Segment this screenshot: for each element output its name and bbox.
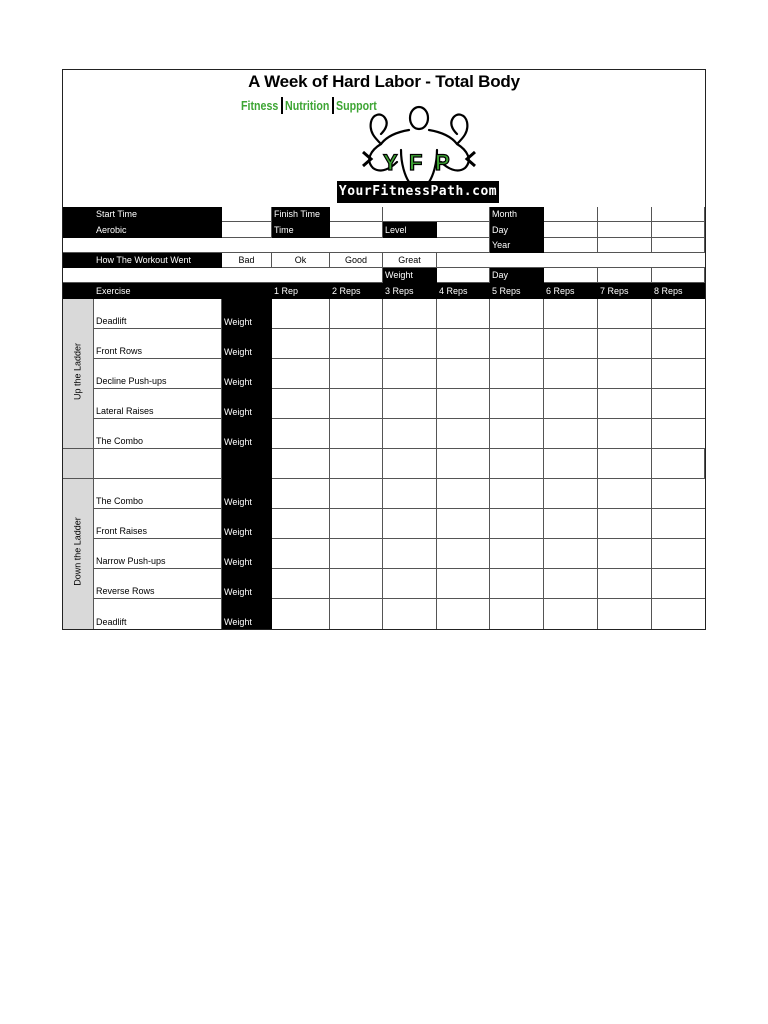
day-label: Day — [490, 268, 544, 283]
weight-label: Weight — [222, 539, 272, 569]
rep-cell[interactable] — [437, 539, 490, 569]
rep-cell[interactable] — [652, 569, 705, 599]
rep-cell[interactable] — [272, 299, 330, 329]
rep-cell[interactable] — [383, 509, 437, 539]
rep-cell[interactable] — [652, 419, 705, 449]
month-field[interactable] — [652, 207, 705, 222]
time-label: Time — [272, 222, 330, 238]
day-field[interactable] — [652, 222, 705, 238]
weight-label: Weight — [222, 419, 272, 449]
aerobic-field[interactable] — [222, 222, 272, 238]
label-fill — [63, 222, 94, 238]
rep-cell[interactable] — [272, 539, 330, 569]
rep-cell[interactable] — [544, 299, 598, 329]
header-fill — [222, 283, 272, 299]
exercise-name: Deadlift — [94, 299, 222, 329]
rep-cell[interactable] — [272, 569, 330, 599]
brand-logo — [235, 92, 531, 204]
weight-field[interactable] — [437, 268, 490, 283]
rep-cell[interactable] — [544, 419, 598, 449]
rep-cell[interactable] — [383, 599, 437, 629]
rep-cell[interactable] — [598, 569, 652, 599]
time-field[interactable] — [330, 222, 383, 238]
rep-cell[interactable] — [598, 509, 652, 539]
rep-cell[interactable] — [330, 539, 383, 569]
rep-cell[interactable] — [652, 329, 705, 359]
rep-cell[interactable] — [490, 359, 544, 389]
rep-cell[interactable] — [330, 479, 383, 509]
logo-monogram-p: P — [435, 150, 450, 175]
rep-cell[interactable] — [272, 449, 330, 479]
rep-cell[interactable] — [437, 329, 490, 359]
finish-time-field[interactable] — [330, 207, 383, 222]
rep-cell[interactable] — [490, 329, 544, 359]
rep-header: 6 Reps — [544, 283, 598, 299]
rep-cell[interactable] — [652, 599, 705, 629]
rep-cell[interactable] — [383, 539, 437, 569]
rep-cell[interactable] — [490, 479, 544, 509]
rep-cell[interactable] — [330, 509, 383, 539]
blank-row — [63, 268, 383, 283]
rep-cell[interactable] — [330, 389, 383, 419]
rep-cell[interactable] — [598, 479, 652, 509]
rep-cell[interactable] — [598, 359, 652, 389]
exercise-name: Deadlift — [94, 599, 222, 629]
rep-cell[interactable] — [652, 449, 705, 479]
logo-divider — [332, 97, 334, 114]
rep-cell[interactable] — [437, 359, 490, 389]
rep-cell[interactable] — [490, 389, 544, 419]
header-fill — [63, 283, 94, 299]
rep-header: 1 Rep — [272, 283, 330, 299]
year-field[interactable] — [544, 238, 598, 253]
rep-header: 5 Reps — [490, 283, 544, 299]
rep-header: 3 Reps — [383, 283, 437, 299]
year-label: Year — [490, 238, 544, 253]
rep-cell[interactable] — [598, 419, 652, 449]
section-label-cell — [63, 299, 94, 449]
exercise-name: Front Raises — [94, 509, 222, 539]
start-time-label: Start Time — [94, 207, 222, 222]
spacer-cell — [94, 449, 222, 479]
weight-label: Weight — [222, 329, 272, 359]
rep-cell[interactable] — [383, 359, 437, 389]
rep-cell[interactable] — [544, 389, 598, 419]
rep-cell[interactable] — [490, 569, 544, 599]
rep-cell[interactable] — [437, 599, 490, 629]
day-field[interactable] — [544, 268, 598, 283]
rep-cell[interactable] — [544, 359, 598, 389]
month-field[interactable] — [598, 207, 652, 222]
logo-tag-fitness: Fitness — [241, 98, 279, 113]
sheet-header — [63, 70, 705, 207]
logo-tag-nutrition: Nutrition — [285, 98, 330, 113]
rep-header: 2 Reps — [330, 283, 383, 299]
aerobic-label: Aerobic — [94, 222, 222, 238]
logo-divider — [281, 97, 283, 114]
rep-cell[interactable] — [598, 449, 652, 479]
rep-cell[interactable] — [383, 329, 437, 359]
day-field[interactable] — [652, 268, 705, 283]
rep-cell[interactable] — [272, 359, 330, 389]
rep-cell[interactable] — [490, 449, 544, 479]
rep-cell[interactable] — [330, 599, 383, 629]
exercise-name: Decline Push-ups — [94, 359, 222, 389]
start-time-field[interactable] — [222, 207, 272, 222]
rep-cell[interactable] — [490, 509, 544, 539]
rep-cell[interactable] — [490, 539, 544, 569]
day-label: Day — [490, 222, 544, 238]
exercise-name: Front Rows — [94, 329, 222, 359]
label-fill — [63, 253, 94, 268]
spacer-weight-cell — [222, 449, 272, 479]
rep-cell[interactable] — [330, 449, 383, 479]
rep-cell[interactable] — [272, 389, 330, 419]
rep-cell[interactable] — [544, 509, 598, 539]
day-field[interactable] — [544, 222, 598, 238]
weight-label: Weight — [222, 479, 272, 509]
rep-cell[interactable] — [272, 509, 330, 539]
rep-cell[interactable] — [383, 419, 437, 449]
day-field[interactable] — [598, 268, 652, 283]
rep-header: 8 Reps — [652, 283, 705, 299]
rating-ok[interactable]: Ok — [272, 253, 330, 268]
exercise-name: The Combo — [94, 479, 222, 509]
rep-cell[interactable] — [330, 359, 383, 389]
day-field[interactable] — [598, 222, 652, 238]
rep-cell[interactable] — [437, 569, 490, 599]
rep-header: 4 Reps — [437, 283, 490, 299]
section-label-cell — [63, 479, 94, 629]
logo-url: YourFitnessPath.com — [337, 181, 499, 203]
rep-cell[interactable] — [490, 299, 544, 329]
workout-went-label: How The Workout Went — [94, 253, 222, 268]
rep-cell[interactable] — [598, 329, 652, 359]
exercise-name: Lateral Raises — [94, 389, 222, 419]
page-title: A Week of Hard Labor - Total Body — [248, 72, 520, 91]
weight-label: Weight — [222, 359, 272, 389]
exercise-name: Narrow Push-ups — [94, 539, 222, 569]
rep-cell[interactable] — [437, 509, 490, 539]
logo-monogram-f: F — [409, 150, 423, 175]
exercise-name: The Combo — [94, 419, 222, 449]
section-label-up: Up the Ladder — [72, 342, 83, 401]
rep-cell[interactable] — [652, 539, 705, 569]
rep-cell[interactable] — [272, 599, 330, 629]
rep-cell[interactable] — [598, 599, 652, 629]
rating-bad[interactable]: Bad — [222, 253, 272, 268]
weight-label: Weight — [222, 509, 272, 539]
rep-cell[interactable] — [652, 389, 705, 419]
level-field[interactable] — [437, 222, 490, 238]
label-fill — [63, 207, 94, 222]
logo-monogram-y: Y — [383, 150, 398, 175]
weight-label: Weight — [222, 299, 272, 329]
weight-label: Weight — [222, 569, 272, 599]
rep-cell[interactable] — [383, 569, 437, 599]
rep-cell[interactable] — [544, 479, 598, 509]
rep-cell[interactable] — [437, 389, 490, 419]
rep-cell[interactable] — [272, 419, 330, 449]
rep-cell[interactable] — [330, 419, 383, 449]
rep-cell[interactable] — [544, 449, 598, 479]
rep-cell[interactable] — [272, 329, 330, 359]
rep-cell[interactable] — [490, 419, 544, 449]
rep-cell[interactable] — [383, 479, 437, 509]
rep-cell[interactable] — [383, 299, 437, 329]
level-label: Level — [383, 222, 437, 238]
rep-cell[interactable] — [598, 389, 652, 419]
section-label-down: Down the Ladder — [72, 517, 83, 586]
month-label: Month — [490, 207, 544, 222]
rep-cell[interactable] — [383, 389, 437, 419]
rep-cell[interactable] — [330, 329, 383, 359]
rep-cell[interactable] — [544, 569, 598, 599]
rating-good[interactable]: Good — [330, 253, 383, 268]
rep-cell[interactable] — [544, 599, 598, 629]
rep-cell[interactable] — [437, 449, 490, 479]
exercise-name: Reverse Rows — [94, 569, 222, 599]
year-field[interactable] — [652, 238, 705, 253]
exercise-header: Exercise — [94, 283, 222, 299]
rating-great[interactable]: Great — [383, 253, 437, 268]
rep-cell[interactable] — [598, 299, 652, 329]
muscle-man-icon — [351, 104, 487, 182]
rep-cell[interactable] — [437, 419, 490, 449]
rep-header: 7 Reps — [598, 283, 652, 299]
year-field[interactable] — [598, 238, 652, 253]
rep-cell[interactable] — [652, 509, 705, 539]
rep-cell[interactable] — [437, 299, 490, 329]
weight-label: Weight — [222, 389, 272, 419]
weight-label: Weight — [222, 599, 272, 629]
spacer-cell — [63, 449, 94, 479]
logo-tag-support: Support — [336, 98, 377, 113]
rep-cell[interactable] — [490, 599, 544, 629]
finish-time-field-extra[interactable] — [383, 207, 490, 222]
weight-label: Weight — [383, 268, 437, 283]
rep-cell[interactable] — [544, 539, 598, 569]
rep-cell[interactable] — [652, 299, 705, 329]
blank-row — [63, 238, 490, 253]
blank-cell — [437, 253, 705, 268]
workout-sheet — [62, 69, 706, 630]
rep-cell[interactable] — [330, 569, 383, 599]
rep-cell[interactable] — [652, 359, 705, 389]
rep-cell[interactable] — [437, 479, 490, 509]
finish-time-label: Finish Time — [272, 207, 330, 222]
rep-cell[interactable] — [652, 479, 705, 509]
rep-cell[interactable] — [598, 539, 652, 569]
rep-cell[interactable] — [544, 329, 598, 359]
rep-cell[interactable] — [330, 299, 383, 329]
rep-cell[interactable] — [272, 479, 330, 509]
month-field[interactable] — [544, 207, 598, 222]
rep-cell[interactable] — [383, 449, 437, 479]
